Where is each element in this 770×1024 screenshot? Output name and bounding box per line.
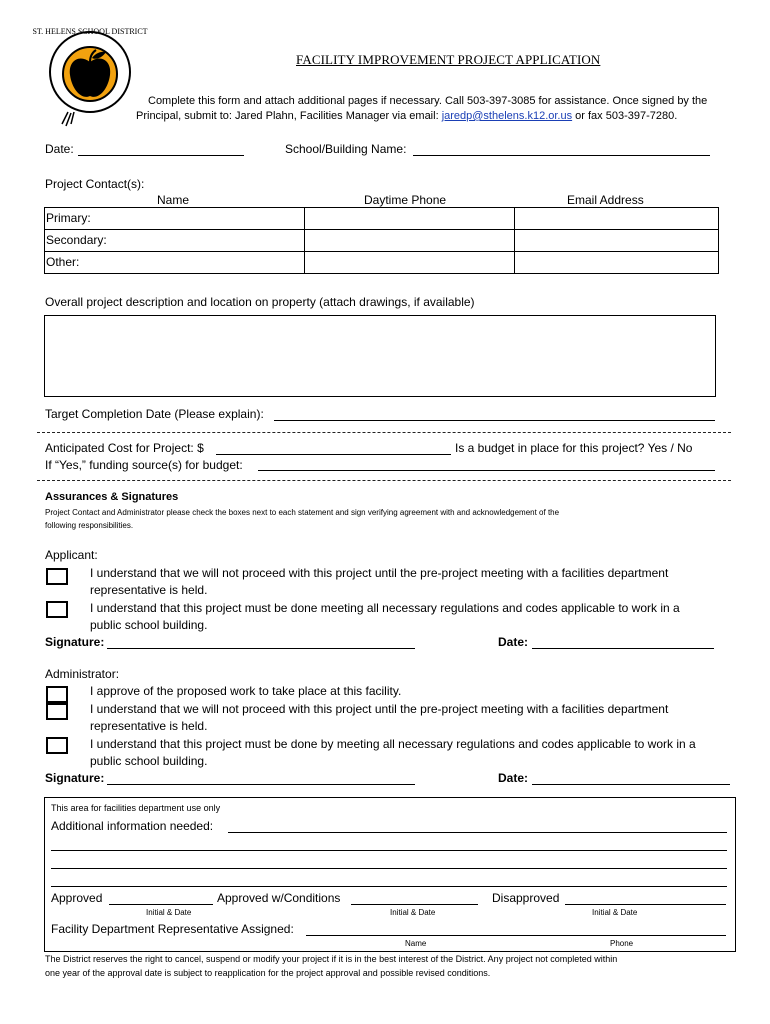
disapproved-field[interactable] <box>565 904 726 905</box>
initial-date-caption-3: Initial & Date <box>592 908 638 917</box>
other-name-cell[interactable] <box>45 252 305 274</box>
applicant-signature-field[interactable] <box>107 648 415 649</box>
additional-label: Additional information needed: <box>51 819 214 833</box>
admin-signature-label: Signature: <box>45 771 105 785</box>
target-field[interactable] <box>274 420 715 421</box>
approved-conditions-label: Approved w/Conditions <box>217 891 341 905</box>
row-label: Other: <box>46 255 80 269</box>
admin-date-field[interactable] <box>532 784 730 785</box>
budget-question[interactable]: Is a budget in place for this project? Yes / No <box>455 441 693 455</box>
funding-field[interactable] <box>258 470 715 471</box>
email-link[interactable]: jaredp@sthelens.k12.or.us <box>441 110 573 122</box>
administrator-heading: Administrator: <box>45 667 120 681</box>
admin-item-3b: public school building. <box>90 754 208 768</box>
primary-phone-cell[interactable] <box>305 208 515 230</box>
form-title: FACILITY IMPROVEMENT PROJECT APPLICATION <box>296 52 601 67</box>
applicant-item-2b: public school building. <box>90 618 208 632</box>
admin-item-2: I understand that we will not proceed with this project until the pre-project meeting with a facilities department <box>90 702 669 716</box>
col-name: Name <box>157 193 190 207</box>
table-row <box>45 208 719 230</box>
assurances-text-2: following responsibilities. <box>45 521 134 530</box>
date-field[interactable] <box>78 155 244 156</box>
phone-caption: Phone <box>610 939 634 948</box>
applicant-date-label: Date: <box>498 635 529 649</box>
secondary-name-cell[interactable] <box>45 230 305 252</box>
additional-field-2[interactable] <box>51 850 727 851</box>
footer-line-1: The District reserves the right to cancel, suspend or modify your project if it is in the best interest of the District. Any project not completed within <box>45 954 618 964</box>
contacts-heading: Project Contact(s): <box>45 177 145 191</box>
assurances-heading: Assurances & Signatures <box>45 491 179 503</box>
row-label: Secondary: <box>46 233 107 247</box>
applicant-checkbox-2[interactable] <box>46 601 68 618</box>
divider <box>37 432 731 433</box>
rep-label: Facility Department Representative Assigned: <box>51 922 294 936</box>
name-caption: Name <box>405 939 427 948</box>
secondary-email-cell[interactable] <box>515 230 719 252</box>
applicant-heading: Applicant: <box>45 548 98 562</box>
admin-item-1: I approve of the proposed work to take place at this facility. <box>90 684 402 698</box>
divider <box>37 480 731 481</box>
approved-label: Approved <box>51 891 103 905</box>
other-email-cell[interactable] <box>515 252 719 274</box>
additional-field-3[interactable] <box>51 868 727 869</box>
initial-date-caption-1: Initial & Date <box>146 908 192 917</box>
intro-line-2 <box>136 110 677 122</box>
district-logo <box>32 20 148 132</box>
admin-checkbox-3[interactable] <box>46 737 68 754</box>
row-label: Primary: <box>46 211 91 225</box>
assurances-text-1: Project Contact and Administrator please check the boxes next to each statement and sign verifying agreement with and acknowledgement of the <box>45 508 560 517</box>
additional-field-4[interactable] <box>51 886 727 887</box>
applicant-item-1b: representative is held. <box>90 583 208 597</box>
admin-date-label: Date: <box>498 771 529 785</box>
admin-checkbox-1[interactable] <box>46 686 68 703</box>
cost-label: Anticipated Cost for Project: $ <box>45 441 204 455</box>
applicant-item-2: I understand that this project must be done meeting all necessary regulations and codes applicable to work in a <box>90 601 680 615</box>
admin-checkbox-2[interactable] <box>46 703 68 720</box>
disapproved-label: Disapproved <box>492 891 560 905</box>
secondary-phone-cell[interactable] <box>305 230 515 252</box>
description-box[interactable] <box>44 315 716 397</box>
svg-text:ST. HELENS SCHOOL DISTRICT: ST. HELENS SCHOOL DISTRICT <box>32 27 148 36</box>
footer-line-2: one year of the approval date is subject to reapplication for the project approval and possible revised conditions. <box>45 968 491 978</box>
applicant-item-1: I understand that we will not proceed with this project until the pre-project meeting with a facilities department <box>90 566 669 580</box>
admin-item-2b: representative is held. <box>90 719 208 733</box>
cost-field[interactable] <box>216 454 451 455</box>
initial-date-caption-2: Initial & Date <box>390 908 436 917</box>
apple-logo-icon <box>32 20 148 132</box>
col-phone: Daytime Phone <box>364 193 447 207</box>
additional-field-1[interactable] <box>228 832 727 833</box>
funding-label: If “Yes,” funding source(s) for budget: <box>45 458 243 472</box>
admin-item-3: I understand that this project must be done by meeting all necessary regulations and codes applicable to work in a <box>90 737 696 751</box>
date-label: Date: <box>45 142 74 156</box>
primary-name-cell[interactable] <box>45 208 305 230</box>
rep-field[interactable] <box>306 935 726 936</box>
applicant-date-field[interactable] <box>532 648 714 649</box>
intro-text: Principal, submit to: Jared Plahn, Facilities Manager via email: <box>136 110 442 122</box>
intro-line-1: Complete this form and attach additional pages if necessary. Call 503-397-3085 for assistance. Once signed by the <box>148 95 708 107</box>
col-email: Email Address <box>567 193 644 207</box>
other-phone-cell[interactable] <box>305 252 515 274</box>
intro-text-end: or fax 503-397-7280. <box>572 110 678 122</box>
contacts-table <box>44 207 719 274</box>
applicant-signature-label: Signature: <box>45 635 105 649</box>
table-row <box>45 252 719 274</box>
table-row <box>45 230 719 252</box>
school-field[interactable] <box>413 155 710 156</box>
description-label: Overall project description and location on property (attach drawings, if available) <box>45 295 475 309</box>
school-label: School/Building Name: <box>285 142 407 156</box>
primary-email-cell[interactable] <box>515 208 719 230</box>
office-note: This area for facilities department use only <box>51 803 221 813</box>
target-label: Target Completion Date (Please explain): <box>45 407 264 421</box>
approved-field[interactable] <box>109 904 213 905</box>
approved-conditions-field[interactable] <box>351 904 478 905</box>
admin-signature-field[interactable] <box>107 784 415 785</box>
applicant-checkbox-1[interactable] <box>46 568 68 585</box>
